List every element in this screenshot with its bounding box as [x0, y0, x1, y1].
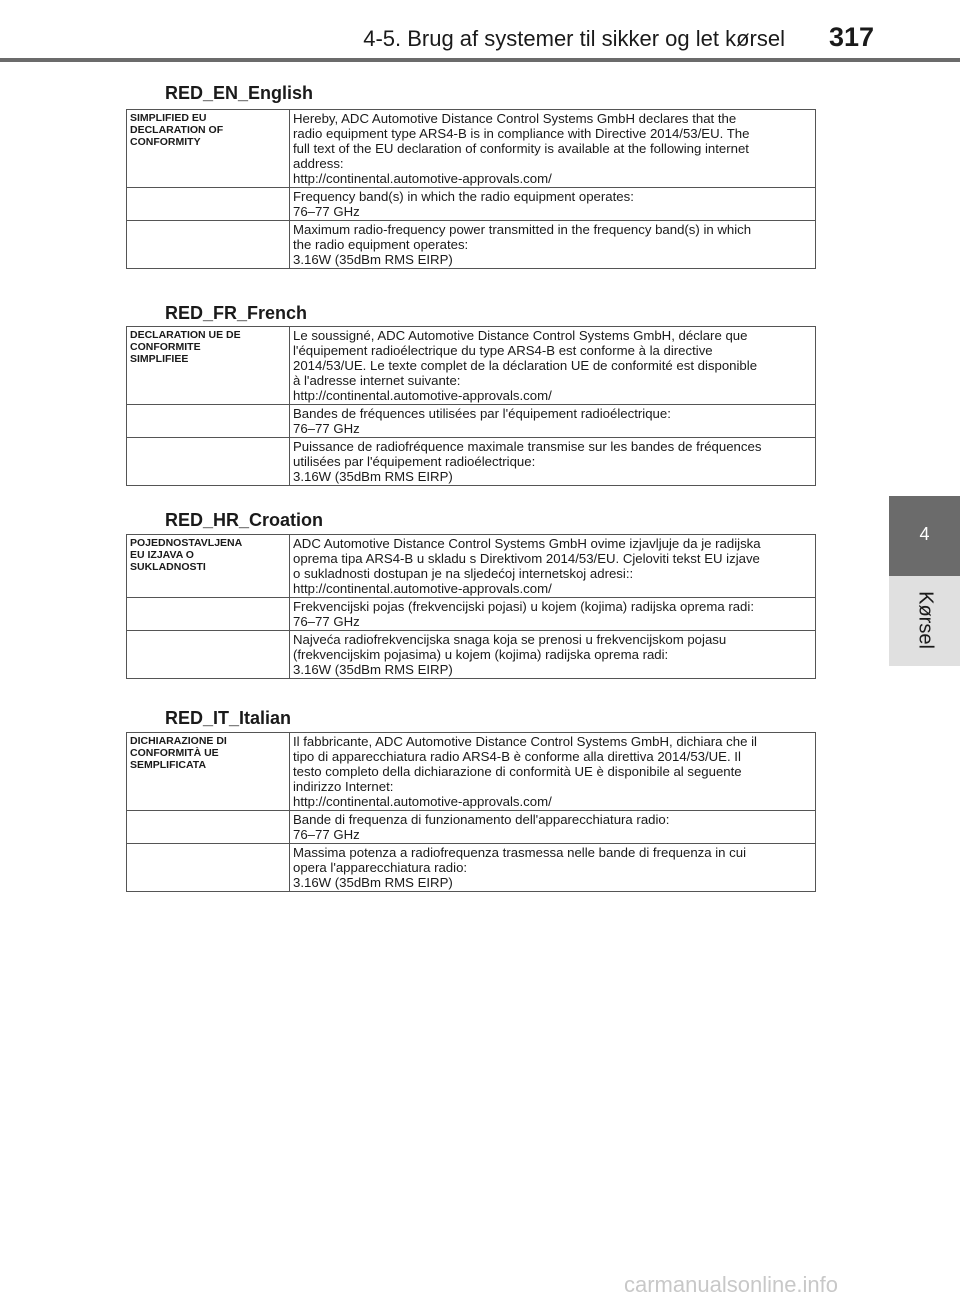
- table-row: [127, 110, 816, 188]
- frequency-band-text: Frequency band(s) in which the radio equipment operates: 76–77 GHz: [290, 188, 816, 221]
- declaration-text: Le soussigné, ADC Automotive Distance Control Systems GmbH, déclare que l'équipement radioélectrique du type ARS4-B est conforme à la directive 2014/53/UE. Le texte complet de la déclaration UE de conformité est disponible à l'adresse internet suivante: http://continental.automotive-approvals.com/: [290, 327, 816, 405]
- table-row: [127, 327, 816, 405]
- empty-cell: [127, 438, 290, 486]
- frequency-band-text: Bande di frequenza di funzionamento dell'apparecchiatura radio: 76–77 GHz: [290, 811, 816, 844]
- frequency-band-text: Bandes de fréquences utilisées par l'équipement radioélectrique: 76–77 GHz: [290, 405, 816, 438]
- table-row: [127, 221, 816, 269]
- section-title-croatian: RED_HR_Croation: [165, 510, 324, 530]
- declaration-text: Hereby, ADC Automotive Distance Control Systems GmbH declares that the radio equipment type ARS4-B is in compliance with Directive 2014/53/EU. The full text of the EU declaration of conformity is available at the following internet address: http://continental.automotive-approvals.com/: [290, 110, 816, 188]
- table-row: [127, 188, 816, 221]
- table-row: [127, 631, 816, 679]
- table-row: [127, 598, 816, 631]
- page-header: [0, 0, 960, 62]
- max-power-text: Puissance de radiofréquence maximale transmise sur les bandes de fréquences utilisées par l'équipement radioélectrique: 3.16W (35dBm RMS EIRP): [290, 438, 816, 486]
- section-title-english: RED_EN_English: [165, 83, 314, 103]
- section-title-italian: RED_IT_Italian: [165, 708, 292, 728]
- declaration-text: Il fabbricante, ADC Automotive Distance Control Systems GmbH, dichiara che il tipo di apparecchiatura radio ARS4-B è conforme alla direttiva 2014/53/UE. Il testo completo della dichiarazione di conformità UE è disponibile al seguente indirizzo Internet: http://continental.automotive-approvals.com/: [290, 733, 816, 811]
- declaration-table-french: [126, 326, 816, 486]
- empty-cell: [127, 405, 290, 438]
- table-row: [127, 405, 816, 438]
- declaration-label: SIMPLIFIED EU DECLARATION OF CONFORMITY: [127, 110, 290, 188]
- empty-cell: [127, 221, 290, 269]
- approval-url: http://continental.automotive-approvals.com/: [293, 171, 552, 186]
- empty-cell: [127, 598, 290, 631]
- declaration-table-english: [126, 109, 816, 269]
- empty-cell: [127, 844, 290, 892]
- empty-cell: [127, 631, 290, 679]
- approval-url: http://continental.automotive-approvals.com/: [293, 581, 552, 596]
- header-rule: [0, 58, 960, 62]
- declaration-label: POJEDNOSTAVLJENA EU IZJAVA O SUKLADNOSTI: [127, 535, 290, 598]
- table-row: [127, 733, 816, 811]
- declaration-text: ADC Automotive Distance Control Systems GmbH ovime izjavljuje da je radijska oprema tipa ARS4-B u skladu s Direktivom 2014/53/EU. Cjeloviti tekst EU izjave o sukladnosti dostupan je na sljedećoj internetskoj adresi:: http://continental.automotive-approvals.com/: [290, 535, 816, 598]
- watermark: carmanualsonline.info: [624, 1272, 839, 1297]
- approval-url: http://continental.automotive-approvals.com/: [293, 388, 552, 403]
- chapter-tab-label[interactable]: [889, 576, 960, 666]
- table-row: [127, 844, 816, 892]
- table-row: [127, 438, 816, 486]
- frequency-band-text: Frekvencijski pojas (frekvencijski pojasi) u kojem (kojima) radijska oprema radi: 76–77 GHz: [290, 598, 816, 631]
- table-row: [127, 811, 816, 844]
- chapter-tab-text: Kørsel: [914, 591, 937, 649]
- declaration-label: DICHIARAZIONE DI CONFORMITÀ UE SEMPLIFICATA: [127, 733, 290, 811]
- declaration-table-italian: [126, 732, 816, 892]
- table-row: [127, 535, 816, 598]
- page-number: 317: [829, 22, 875, 52]
- approval-url: http://continental.automotive-approvals.com/: [293, 794, 552, 809]
- section-title-french: RED_FR_French: [165, 303, 308, 323]
- max-power-text: Maximum radio-frequency power transmitted in the frequency band(s) in which the radio equipment operates: 3.16W (35dBm RMS EIRP): [290, 221, 816, 269]
- max-power-text: Najveća radiofrekvencijska snaga koja se prenosi u frekvencijskom pojasu (frekvencijskim pojasima) u kojem (kojima) radijska oprema radi: 3.16W (35dBm RMS EIRP): [290, 631, 816, 679]
- chapter-tab-number[interactable]: 4: [889, 496, 960, 576]
- max-power-text: Massima potenza a radiofrequenza trasmessa nelle bande di frequenza in cui opera l'apparecchiatura radio: 3.16W (35dBm RMS EIRP): [290, 844, 816, 892]
- chapter-title: 4-5. Brug af systemer til sikker og let kørsel: [363, 26, 785, 51]
- empty-cell: [127, 188, 290, 221]
- declaration-label: DECLARATION UE DE CONFORMITE SIMPLIFIEE: [127, 327, 290, 405]
- declaration-table-croatian: [126, 534, 816, 679]
- empty-cell: [127, 811, 290, 844]
